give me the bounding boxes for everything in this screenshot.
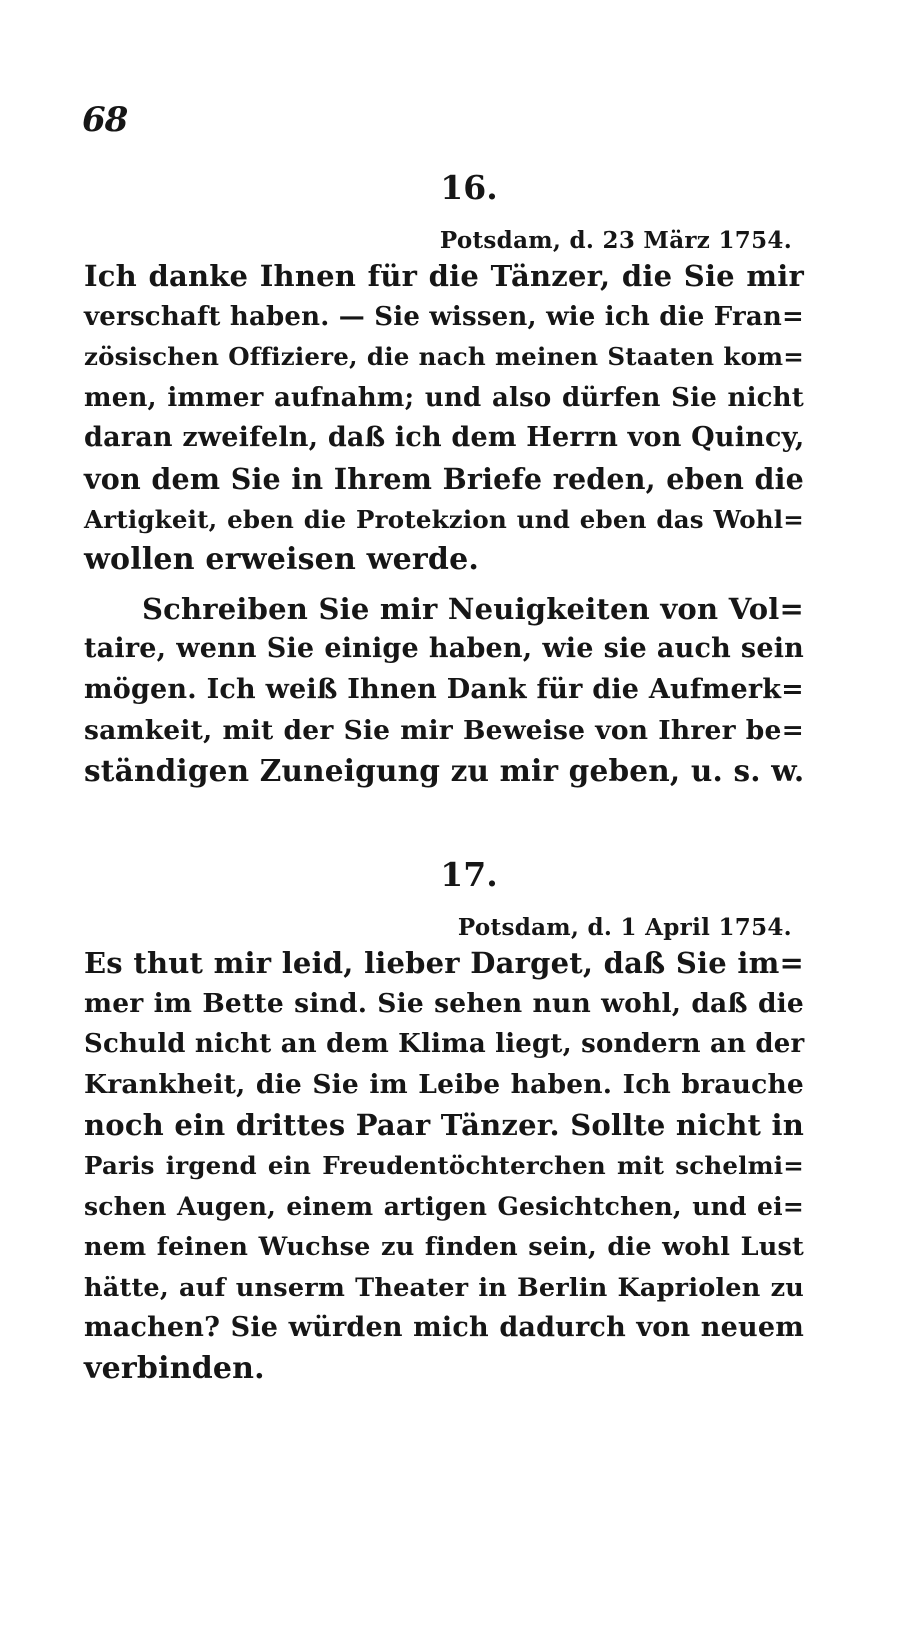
text-line: verbinden. — [84, 1350, 265, 1386]
text-line: nem feinen Wuchse zu finden sein, die wohl Lust — [84, 1232, 804, 1263]
text-line: mögen. Ich weiß Ihnen Dank für die Aufmerk= — [84, 673, 804, 705]
letter-number: 16. — [440, 168, 498, 207]
text-line: Schuld nicht an dem Klima liegt, sondern an der — [84, 1029, 805, 1060]
text-line: Krankheit, die Sie im Leibe haben. Ich brauche — [84, 1068, 804, 1100]
paragraph — [84, 256, 804, 581]
text-line: Schreiben Sie mir Neuigkeiten von Vol= — [142, 591, 804, 626]
letter-number: 17. — [440, 855, 498, 894]
text-line: schen Augen, einem artigen Gesichtchen, und ei= — [84, 1191, 804, 1221]
text-line: mer im Bette sind. Sie sehen nun wohl, daß die — [84, 987, 804, 1019]
text-line: Paris irgend ein Freudentöchterchen mit schelmi= — [84, 1150, 804, 1180]
paragraph — [84, 943, 804, 1390]
letter-16 — [84, 168, 804, 792]
text-line: men, immer aufnahm; und also dürfen Sie nicht — [84, 382, 804, 413]
letter-dateline: Potsdam, d. 23 März 1754. — [439, 227, 792, 254]
text-line: Artigkeit, eben die Protekzion und eben das Wohl= — [84, 504, 804, 534]
text-line: machen? Sie würden mich dadurch von neuem — [84, 1312, 804, 1344]
text-line: noch ein drittes Paar Tänzer. Sollte nicht in — [84, 1108, 804, 1143]
text-line: Ich danke Ihnen für die Tänzer, die Sie mir — [84, 259, 804, 293]
letter-dateline: Potsdam, d. 1 April 1754. — [457, 914, 792, 941]
text-line: verschaft haben. — Sie wissen, wie ich die Fran= — [84, 301, 804, 332]
text-line: von dem Sie in Ihrem Briefe reden, eben die — [84, 461, 804, 496]
text-line: hätte, auf unserm Theater in Berlin Kapriolen zu — [84, 1272, 804, 1303]
text-line: wollen erweisen werde. — [84, 542, 480, 578]
paragraph — [84, 589, 804, 792]
text-line: taire, wenn Sie einige haben, wie sie auch sein — [84, 633, 804, 665]
text-line: zösischen Offiziere, die nach meinen Staaten kom= — [84, 342, 804, 372]
text-line: Es thut mir leid, lieber Darget, daß Sie im= — [84, 946, 804, 980]
page-number: 68 — [82, 100, 128, 140]
letter-17 — [84, 855, 804, 1390]
text-line: ständigen Zuneigung zu mir geben, u. s. w. — [84, 753, 805, 789]
text-line: daran zweifeln, daß ich dem Herrn von Quincy, — [84, 422, 805, 454]
text-line: samkeit, mit der Sie mir Beweise von Ihrer be= — [84, 714, 804, 746]
